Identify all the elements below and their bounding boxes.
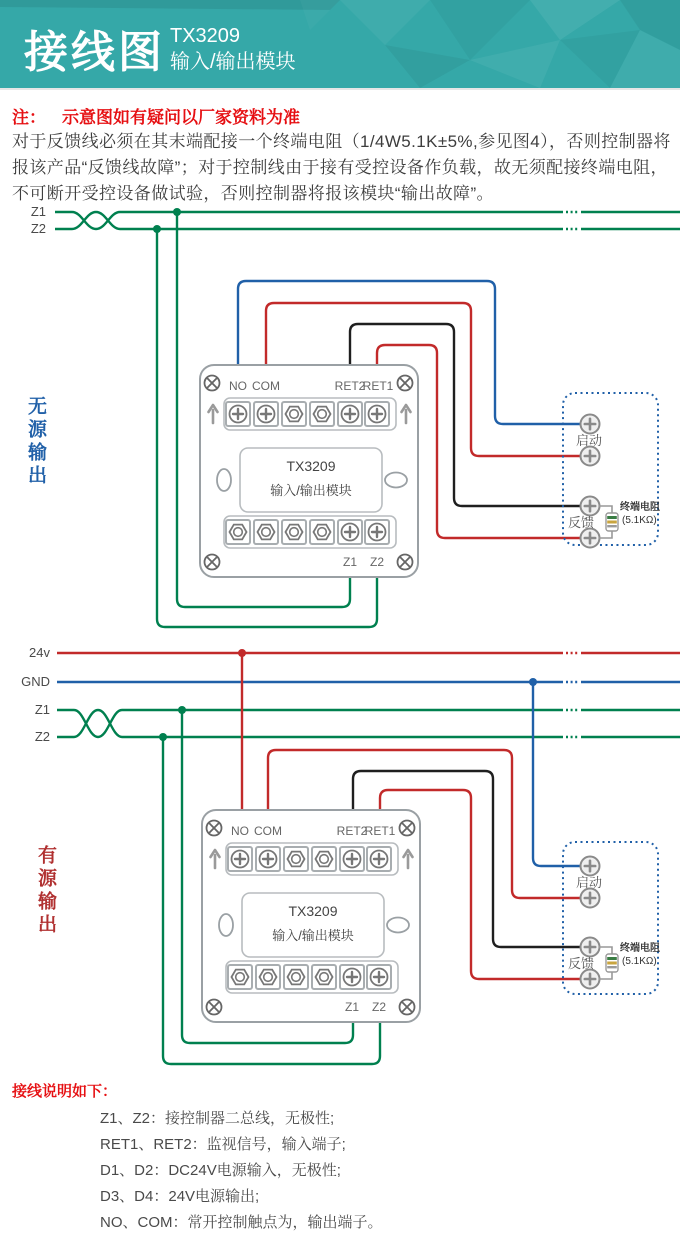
terminal-label-no: NO	[231, 824, 249, 838]
wiring-note-item: RET1、RET2：监视信号，输入端子;	[100, 1136, 346, 1153]
screw-terminal-icon	[228, 847, 252, 871]
note-label: 注：	[12, 108, 46, 127]
feedback-label: 反馈	[567, 956, 595, 971]
corner-screw-icon	[398, 376, 413, 391]
device-screw-icon	[581, 447, 600, 466]
wiring-note-item: Z1、Z2：接控制器二总线，无极性;	[100, 1110, 335, 1127]
device-screw-icon	[581, 497, 600, 516]
controlled-device	[563, 393, 660, 548]
note-heading	[12, 103, 300, 128]
hex-terminal-icon	[256, 965, 280, 989]
bus-label-z2: Z2	[30, 221, 46, 236]
device-screw-icon	[581, 889, 600, 908]
hex-terminal-icon	[228, 965, 252, 989]
hex-terminal-icon	[310, 402, 334, 426]
terminal-resistor-icon	[606, 513, 618, 531]
corner-screw-icon	[205, 555, 220, 570]
terminal-label-com: COM	[254, 824, 282, 838]
terminal-label-z2: Z2	[371, 1000, 387, 1014]
screw-terminal-icon	[365, 520, 389, 544]
corner-screw-icon	[400, 821, 415, 836]
module-name: 输入/输出模块	[270, 483, 352, 498]
hex-terminal-icon	[284, 847, 308, 871]
terminal-label-ret1: RET1	[364, 824, 396, 838]
bus-line-z1	[57, 710, 563, 737]
note-headline: 示意图如有疑问以厂家资料为准	[62, 108, 300, 127]
wiring-note-item: NO、COM：常开控制触点为，输出端子。	[100, 1214, 383, 1231]
bus-line-z1	[55, 212, 563, 229]
device-screw-icon	[581, 857, 600, 876]
screw-terminal-icon	[340, 847, 364, 871]
corner-screw-icon	[207, 1000, 222, 1015]
hex-terminal-icon	[284, 965, 308, 989]
resistor-name: 终端电阻	[620, 943, 660, 954]
start-label: 启动	[575, 433, 603, 448]
module-name: 输入/输出模块	[272, 928, 354, 943]
corner-screw-icon	[398, 555, 413, 570]
corner-screw-icon	[205, 376, 220, 391]
bus-label-z2: Z2	[34, 729, 50, 744]
page-header	[0, 0, 680, 90]
terminal-resistor-icon	[606, 954, 618, 972]
hex-terminal-icon	[226, 520, 250, 544]
bus-label-z1: Z1	[34, 702, 50, 717]
hex-terminal-icon	[312, 847, 336, 871]
wiring-notes-list	[100, 1106, 383, 1236]
terminal-label-no: NO	[229, 379, 247, 393]
corner-screw-icon	[207, 821, 222, 836]
terminal-label-z1: Z1	[342, 555, 358, 569]
bus-line-z2	[57, 710, 563, 737]
page-title: 接线图	[24, 28, 165, 77]
bus-label-z1: Z1	[30, 204, 46, 219]
junction-dot	[529, 678, 537, 686]
device-screw-icon	[581, 415, 600, 434]
resistor-name: 终端电阻	[620, 502, 660, 513]
hex-terminal-icon	[310, 520, 334, 544]
mounting-hole	[217, 469, 231, 491]
module-model: TX3209	[286, 458, 336, 474]
screw-terminal-icon	[254, 402, 278, 426]
terminal-label-z2: Z2	[369, 555, 385, 569]
junction-dot	[178, 706, 186, 714]
junction-dot	[159, 733, 167, 741]
active-output-label: 有源输出	[35, 845, 56, 937]
feedback-label: 反馈	[567, 515, 595, 530]
junction-dot	[238, 649, 246, 657]
screw-terminal-icon	[367, 965, 391, 989]
note-body: 对于反馈线必须在其末端配接一个终端电阻（1/4W5.1K±5%,参见图4），否则控制器将报该产品“反馈线故障”；对于控制线由于接有受控设备作负载，故无须配接终端电阻，不可断开受控设备做试验，否则控制器将报该模块“输出故障”。	[12, 132, 671, 203]
corner-screw-icon	[400, 1000, 415, 1015]
controlled-device	[563, 842, 660, 994]
hex-terminal-icon	[282, 520, 306, 544]
terminal-label-ret2: RET2	[334, 379, 366, 393]
device-screw-icon	[581, 970, 600, 989]
junction-dot	[173, 208, 181, 216]
start-label: 启动	[575, 875, 603, 890]
terminal-label-com: COM	[252, 379, 280, 393]
screw-terminal-icon	[338, 402, 362, 426]
screw-terminal-icon	[256, 847, 280, 871]
active-output-diagram	[0, 640, 680, 1075]
screw-terminal-icon	[367, 847, 391, 871]
mounting-hole	[219, 914, 233, 936]
model-number: TX3209	[170, 25, 241, 47]
screw-terminal-icon	[338, 520, 362, 544]
device-screw-icon	[581, 938, 600, 957]
io-module	[200, 365, 418, 577]
hex-terminal-icon	[282, 402, 306, 426]
device-screw-icon	[581, 529, 600, 548]
passive-output-label: 无源输出	[25, 396, 46, 488]
mounting-hole	[385, 473, 407, 488]
passive-output-diagram	[0, 200, 680, 640]
screw-terminal-icon	[340, 965, 364, 989]
terminal-label-z1: Z1	[344, 1000, 360, 1014]
junction-dot	[153, 225, 161, 233]
wiring-note-item: D3、D4：24V电源输出;	[100, 1188, 260, 1205]
module-type: 输入/输出模块	[170, 51, 296, 73]
bus-line-z2	[55, 212, 563, 229]
screw-terminal-icon	[365, 402, 389, 426]
hex-terminal-icon	[312, 965, 336, 989]
wiring-notes-heading: 接线说明如下：	[12, 1083, 118, 1100]
bus-label-gnd: GND	[21, 674, 50, 689]
bus-label-24v: 24v	[29, 645, 50, 660]
screw-terminal-icon	[226, 402, 250, 426]
mounting-hole	[387, 918, 409, 933]
module-model: TX3209	[288, 903, 338, 919]
terminal-label-ret2: RET2	[336, 824, 368, 838]
resistor-value: (5.1KΩ)	[622, 956, 657, 967]
io-module	[202, 810, 420, 1022]
terminal-label-ret1: RET1	[362, 379, 394, 393]
resistor-value: (5.1KΩ)	[622, 515, 657, 526]
wiring-note-item: D1、D2：DC24V电源输入，无极性;	[100, 1162, 341, 1179]
hex-terminal-icon	[254, 520, 278, 544]
